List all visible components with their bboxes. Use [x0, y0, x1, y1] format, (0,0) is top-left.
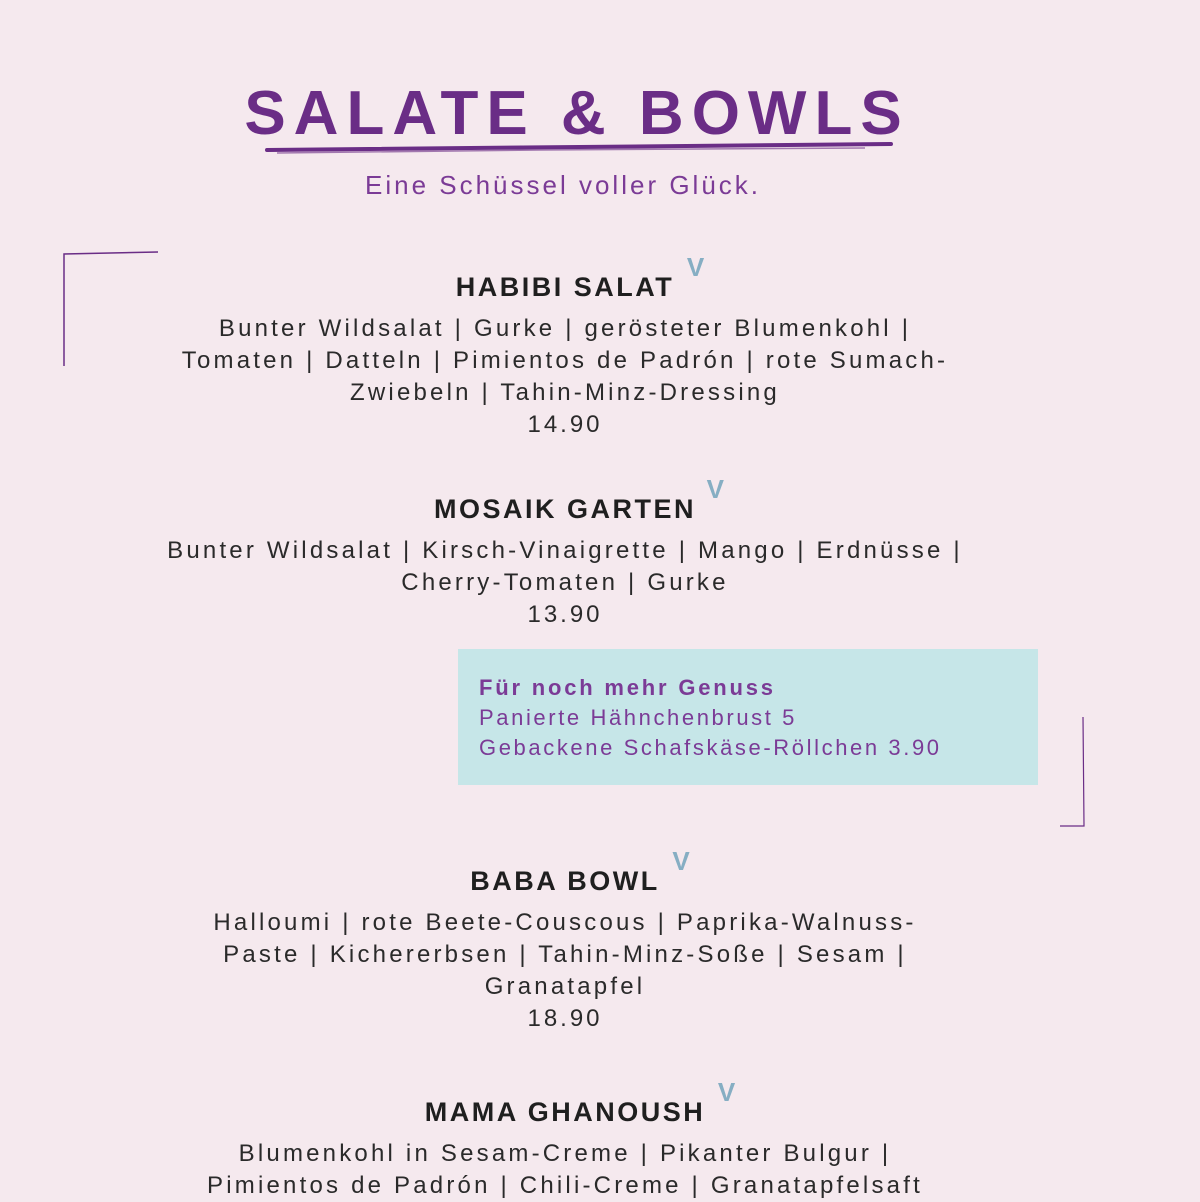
item-name [434, 474, 724, 525]
menu-item [0, 1077, 1130, 1202]
item-price: 14.90 [527, 411, 603, 438]
item-name [455, 252, 705, 303]
page-title: SALATE & BOWLS [244, 79, 910, 148]
item-description [0, 1138, 1130, 1202]
frame-corner-bottom-right [1050, 715, 1090, 830]
item-name-text: BABA BOWL [470, 866, 660, 896]
description-line: Pimientos de Padrón | Chili-Creme | Granatapfelsaft [207, 1172, 923, 1199]
extras-box [458, 649, 1038, 785]
vegetarian-badge: V [686, 252, 705, 282]
page-subtitle: Eine Schüssel voller Glück. [364, 170, 762, 200]
description-line: Blumenkohl in Sesam-Creme | Pikanter Bulgur | [238, 1140, 892, 1167]
description-line: Bunter Wildsalat | Gurke | gerösteter Blumenkohl | [218, 315, 912, 342]
item-price: 13.90 [527, 601, 603, 628]
item-name [424, 1077, 736, 1128]
description-line: Zwiebeln | Tahin-Minz-Dressing [350, 379, 780, 406]
menu-item [0, 474, 1130, 631]
item-description [0, 313, 1130, 409]
menu-item [0, 846, 1130, 1035]
item-name-text: HABIBI SALAT [455, 272, 675, 302]
description-line: Bunter Wildsalat | Kirsch-Vinaigrette | Mango | Erdnüsse | [167, 537, 963, 564]
item-name-text: MAMA GHANOUSH [424, 1097, 706, 1127]
vegetarian-badge: V [672, 846, 690, 876]
description-line: Tomaten | Datteln | Pimientos de Padrón | rote Sumach- [181, 347, 949, 374]
description-line: Paste | Kichererbsen | Tahin-Minz-Soße | Sesam | [223, 941, 907, 968]
extras-title: Für noch mehr Genuss [479, 675, 776, 700]
brush-underline [265, 140, 895, 156]
item-name [470, 846, 690, 897]
description-line: Granatapfel [484, 973, 646, 1000]
extras-line: Panierte Hähnchenbrust 5 [479, 705, 798, 730]
description-line: Cherry-Tomaten | Gurke [401, 569, 729, 596]
vegetarian-badge: V [706, 474, 724, 504]
item-price: 18.90 [527, 1005, 603, 1032]
menu-item [0, 252, 1130, 441]
extras-line: Gebackene Schafskäse-Röllchen 3.90 [479, 735, 942, 760]
item-description [0, 535, 1130, 599]
item-name-text: MOSAIK GARTEN [434, 494, 696, 524]
item-description [0, 907, 1130, 1003]
description-line: Halloumi | rote Beete-Couscous | Paprika-Walnuss- [213, 909, 917, 936]
vegetarian-badge: V [717, 1077, 736, 1107]
